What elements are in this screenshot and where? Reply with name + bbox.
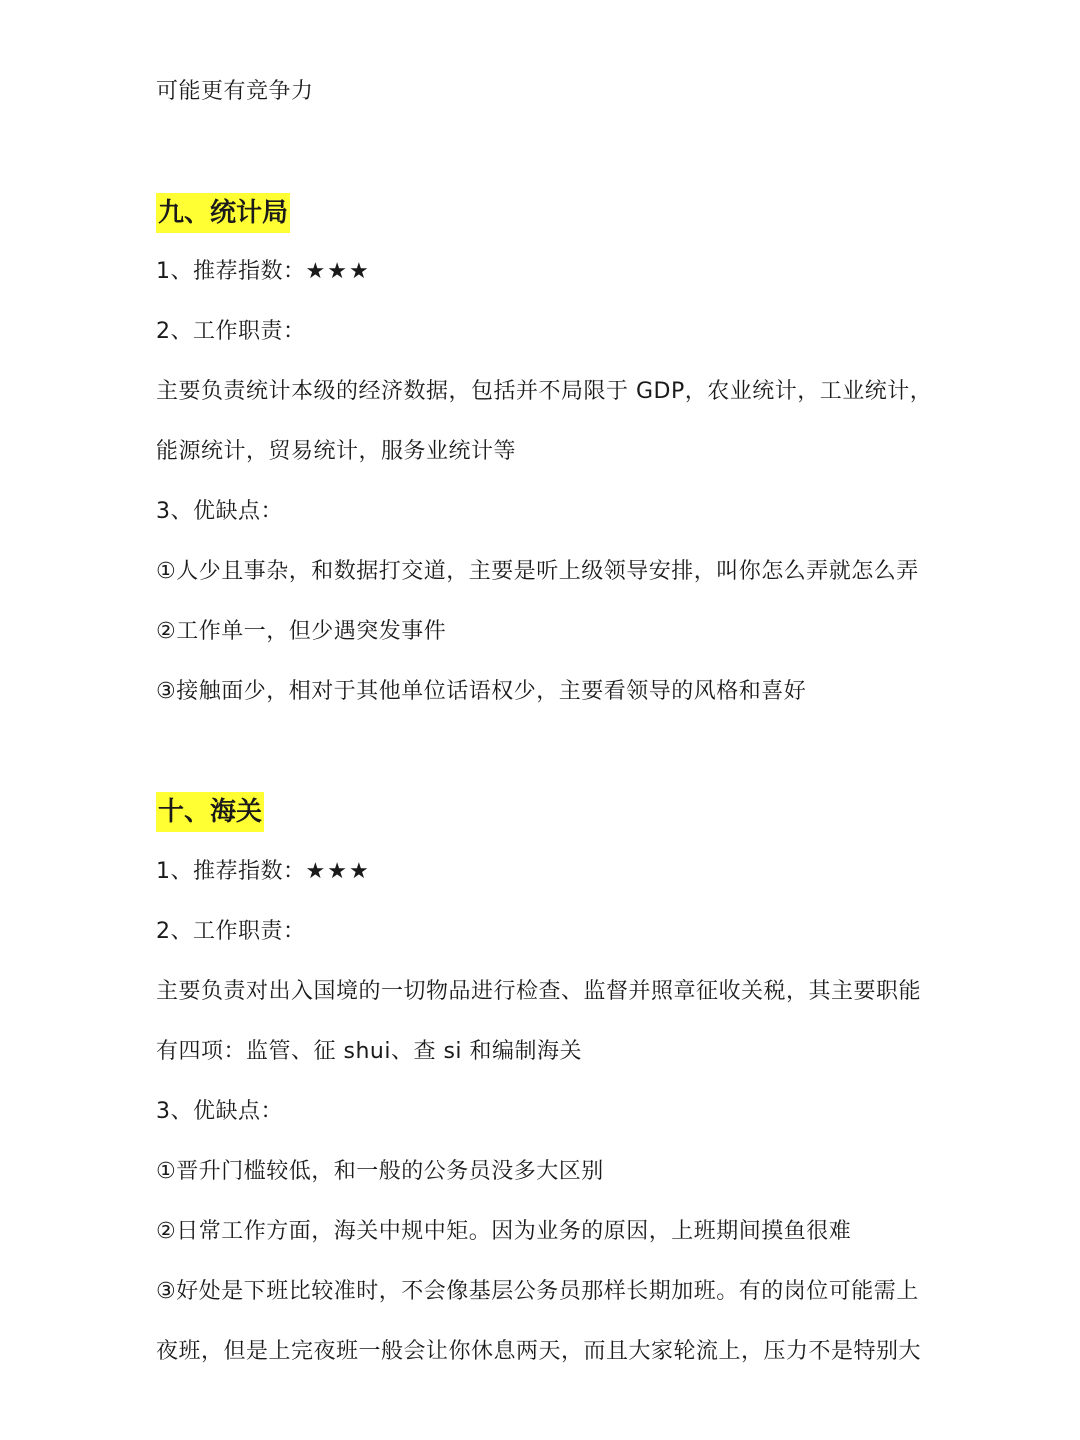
pros-cons-label: 3、优缺点： <box>156 1099 283 1124</box>
pros-cons-point: ①晋升门槛较低，和一般的公务员没多大区别 <box>156 1159 604 1184</box>
rating-label: 1、推荐指数： <box>156 259 306 284</box>
pros-cons-point: ③接触面少，相对于其他单位话语权少，主要看领导的风格和喜好 <box>156 679 807 704</box>
duty-text-line: 有四项：监管、征 shui、查 si 和编制海关 <box>156 1039 583 1064</box>
pros-cons-point: ②工作单一，但少遇突发事件 <box>156 619 447 644</box>
duty-text-line: 主要负责对出入国境的一切物品进行检查、监督并照章征收关税，其主要职能 <box>156 979 922 1004</box>
duty-label: 2、工作职责： <box>156 919 306 944</box>
duty-label: 2、工作职责： <box>156 319 306 344</box>
section-heading-statistics-bureau: 九、统计局 <box>156 193 290 233</box>
pros-cons-point: ②日常工作方面，海关中规中矩。因为业务的原因，上班期间摸鱼很难 <box>156 1219 852 1244</box>
duty-text-line: 能源统计，贸易统计，服务业统计等 <box>156 439 517 464</box>
duty-text-line: 主要负责统计本级的经济数据，包括并不局限于 GDP，农业统计，工业统计， <box>156 379 933 404</box>
rating-stars-icon: ★★★ <box>305 859 371 884</box>
rating-line <box>156 257 371 287</box>
rating-line <box>156 857 371 887</box>
pros-cons-point: 夜班，但是上完夜班一般会让你休息两天，而且大家轮流上，压力不是特别大 <box>156 1339 922 1364</box>
pros-cons-label: 3、优缺点： <box>156 499 283 524</box>
pros-cons-point: ①人少且事杂，和数据打交道，主要是听上级领导安排，叫你怎么弄就怎么弄 <box>156 559 919 584</box>
rating-label: 1、推荐指数： <box>156 859 306 884</box>
pros-cons-point: ③好处是下班比较准时，不会像基层公务员那样长期加班。有的岗位可能需上 <box>156 1279 919 1304</box>
rating-stars-icon: ★★★ <box>305 259 371 284</box>
intro-text: 可能更有竞争力 <box>156 79 314 104</box>
section-heading-customs: 十、海关 <box>156 792 264 832</box>
